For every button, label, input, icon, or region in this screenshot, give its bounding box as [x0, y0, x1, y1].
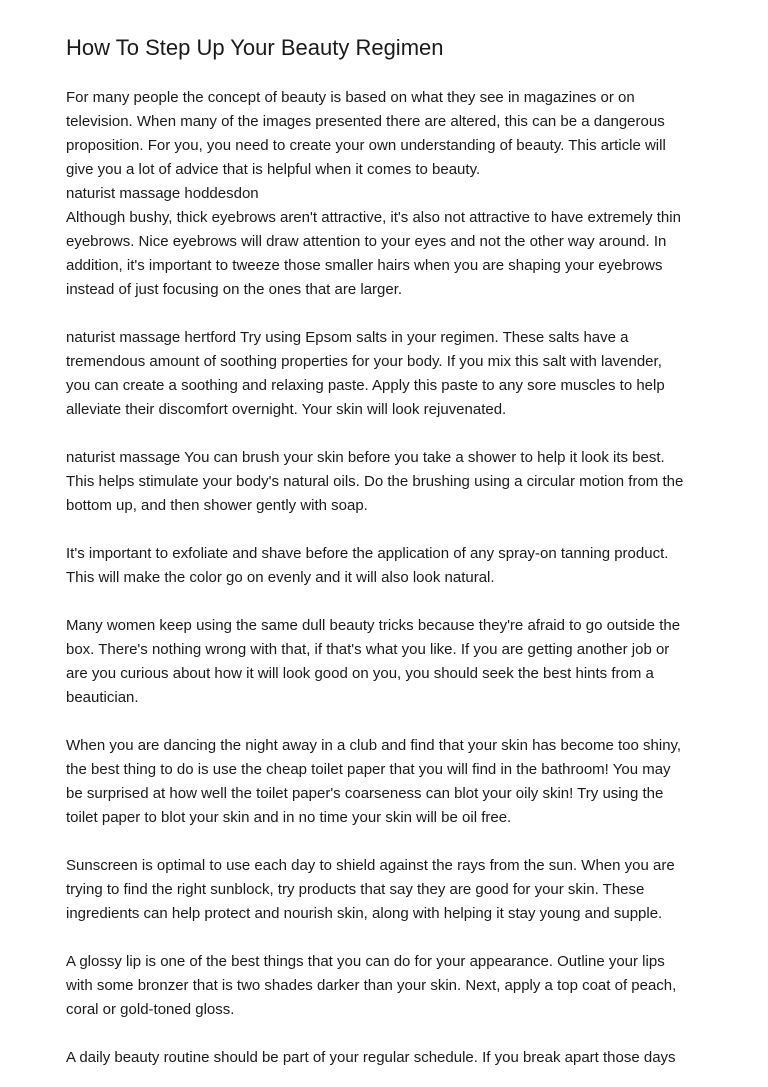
text-line: eyebrows. Nice eyebrows will draw attention to your eyes and not the other way around. In	[66, 233, 667, 250]
text-line: tremendous amount of soothing properties for your body. If you mix this salt with lavender,	[66, 353, 662, 370]
text-line: are you curious about how it will look good on you, you should seek the best hints from a	[66, 665, 654, 682]
text-line: toilet paper to blot your skin and in no time your skin will be oil free.	[66, 809, 512, 826]
text-line: This will make the color go on evenly and it will also look natural.	[66, 569, 495, 586]
paragraph-glossy-lip	[66, 950, 706, 1022]
paragraph-sunscreen	[66, 854, 706, 926]
text-line: naturist massage hoddesdon	[66, 185, 259, 202]
text-line: proposition. For you, you need to create your own understanding of beauty. This article will	[66, 137, 666, 154]
text-line: you can create a soothing and relaxing paste. Apply this paste to any sore muscles to help	[66, 377, 665, 394]
page-title: How To Step Up Your Beauty Regimen	[66, 35, 444, 60]
text-line: This helps stimulate your body's natural oils. Do the brushing using a circular motion from the	[66, 473, 684, 490]
paragraph-eyebrows	[66, 206, 706, 302]
text-line: For many people the concept of beauty is based on what they see in magazines or on	[66, 89, 635, 106]
text-line: A glossy lip is one of the best things that you can do for your appearance. Outline your lips	[66, 953, 665, 970]
paragraph-intro	[66, 86, 706, 182]
paragraph-beauty-tricks	[66, 614, 706, 710]
text-line: Many women keep using the same dull beauty tricks because they're afraid to go outside the	[66, 617, 681, 634]
text-line: When you are dancing the night away in a club and find that your skin has become too shiny,	[66, 737, 682, 754]
text-line: beautician.	[66, 689, 139, 706]
text-line: give you a lot of advice that is helpful when it comes to beauty.	[66, 161, 481, 178]
text-line: trying to find the right sunblock, try products that say they are good for your skin. These	[66, 881, 645, 898]
article-body	[66, 86, 706, 1070]
paragraph-epsom-salts	[66, 326, 706, 422]
text-line: bottom up, and then shower gently with soap.	[66, 497, 368, 514]
text-line: naturist massage You can brush your skin before you take a shower to help it look its best.	[66, 449, 665, 466]
text-line: instead of just focusing on the ones that are larger.	[66, 281, 403, 298]
text-line: box. There's nothing wrong with that, if that's what you like. If you are getting another job or	[66, 641, 670, 658]
text-line: television. When many of the images presented there are altered, this can be a dangerous	[66, 113, 665, 130]
text-line: A daily beauty routine should be part of your regular schedule. If you break apart those days	[66, 1049, 676, 1066]
paragraph-keyword	[66, 182, 706, 206]
text-line: coral or gold-toned gloss.	[66, 1001, 235, 1018]
paragraph-exfoliate	[66, 542, 706, 590]
text-line: alleviate their discomfort overnight. Your skin will look rejuvenated.	[66, 401, 507, 418]
text-line: be surprised at how well the toilet paper's coarseness can blot your oily skin! Try using the	[66, 785, 664, 802]
text-line: It's important to exfoliate and shave before the application of any spray-on tanning product.	[66, 545, 669, 562]
text-line: addition, it's important to tweeze those smaller hairs when you are shaping your eyebrows	[66, 257, 663, 274]
paragraph-brush-skin	[66, 446, 706, 518]
text-line: with some bronzer that is two shades darker than your skin. Next, apply a top coat of peach,	[66, 977, 677, 994]
text-line: Although bushy, thick eyebrows aren't attractive, it's also not attractive to have extremely thin	[66, 209, 681, 226]
text-line: naturist massage hertford Try using Epsom salts in your regimen. These salts have a	[66, 329, 629, 346]
text-line: the best thing to do is use the cheap toilet paper that you will find in the bathroom! You may	[66, 761, 671, 778]
text-line: Sunscreen is optimal to use each day to shield against the rays from the sun. When you are	[66, 857, 675, 874]
paragraph-shiny-skin	[66, 734, 706, 830]
paragraph-daily-routine	[66, 1046, 706, 1070]
text-line: ingredients can help protect and nourish skin, along with helping it stay young and supple.	[66, 905, 663, 922]
